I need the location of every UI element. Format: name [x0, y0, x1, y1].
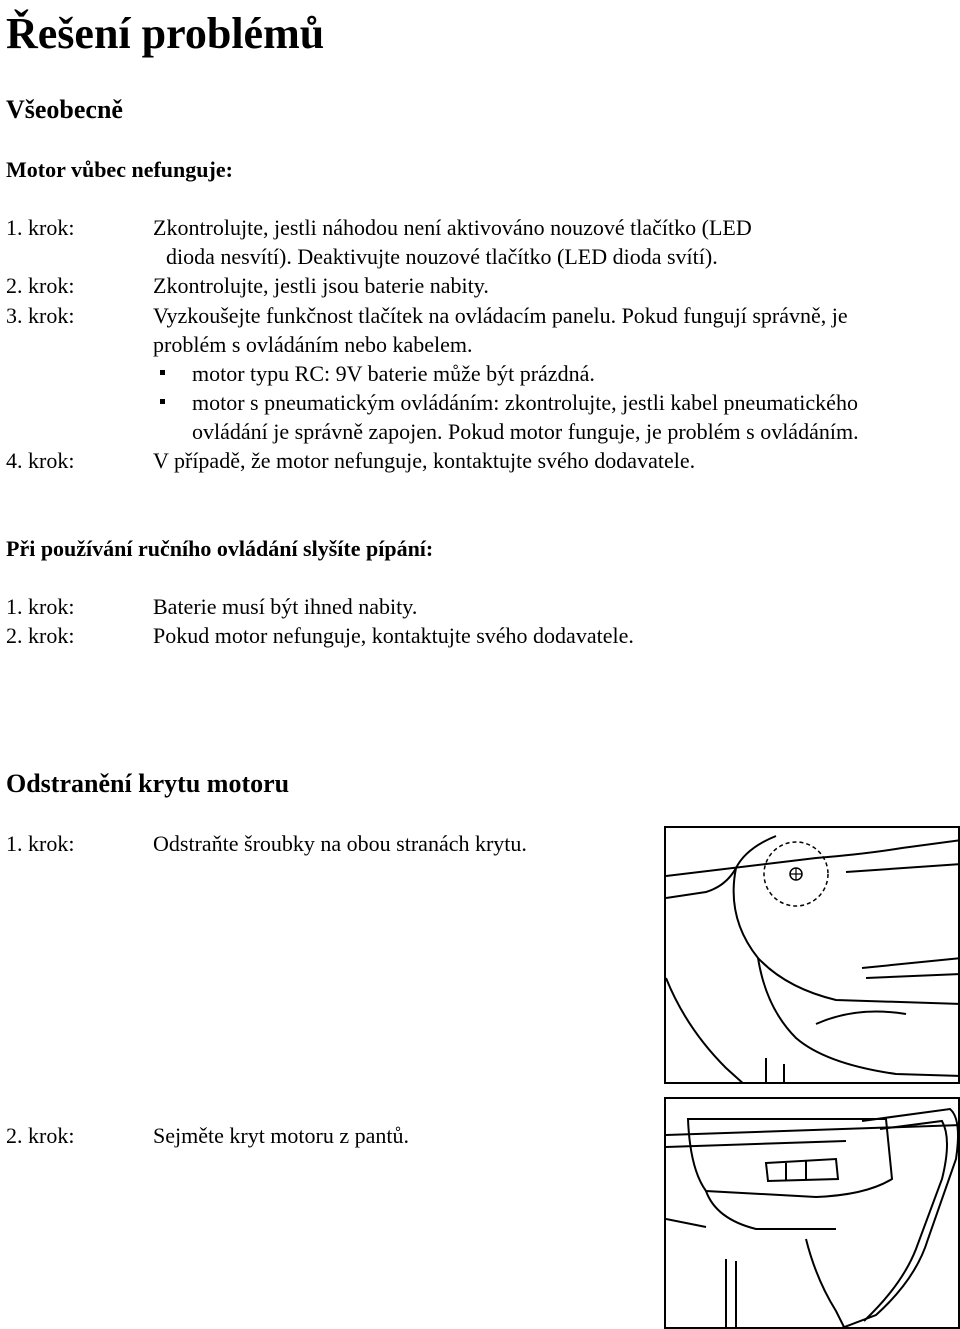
- subheading-motor-not-working: Motor vůbec nefunguje:: [6, 157, 233, 182]
- step-label: 2. krok:: [6, 273, 75, 298]
- step-label: 2. krok:: [6, 1123, 75, 1148]
- section-heading-cover-removal: Odstranění krytu motoru: [6, 769, 290, 798]
- step-label: 4. krok:: [6, 448, 75, 473]
- bullet-marker: [160, 399, 165, 404]
- step-label: 1. krok:: [6, 831, 75, 856]
- bullet-text: motor typu RC: 9V baterie může být prázdná.: [192, 361, 595, 386]
- illustration-remove-screws: [664, 826, 960, 1084]
- page-title: Řešení problémů: [6, 9, 325, 58]
- step-text: Vyzkoušejte funkčnost tlačítek na ovládacím panelu. Pokud fungují správně, je: [153, 303, 848, 328]
- step-text: Zkontrolujte, jestli náhodou není aktivováno nouzové tlačítko (LED: [153, 215, 752, 240]
- bullet-text: motor s pneumatickým ovládáním: zkontrolujte, jestli kabel pneumatického: [192, 390, 858, 415]
- subheading-beeping: Při používání ručního ovládání slyšíte pípání:: [6, 536, 434, 561]
- step-text: problém s ovládáním nebo kabelem.: [153, 332, 473, 357]
- step-label: 2. krok:: [6, 623, 75, 648]
- step-text: Sejměte kryt motoru z pantů.: [153, 1123, 409, 1148]
- step-label: 1. krok:: [6, 215, 75, 240]
- step-text: Zkontrolujte, jestli jsou baterie nabity.: [153, 273, 489, 298]
- section-heading-general: Všeobecně: [6, 95, 123, 124]
- illustration-lift-cover: [664, 1097, 960, 1329]
- cover-hinge-drawing: [666, 1099, 960, 1329]
- bullet-text: ovládání je správně zapojen. Pokud motor funguje, je problém s ovládáním.: [192, 419, 859, 444]
- step-label: 1. krok:: [6, 594, 75, 619]
- bullet-marker: [160, 370, 165, 375]
- step-text: Baterie musí být ihned nabity.: [153, 594, 418, 619]
- step-text: Odstraňte šroubky na obou stranách krytu.: [153, 831, 527, 856]
- step-text: dioda nesvítí). Deaktivujte nouzové tlačítko (LED dioda svítí).: [166, 244, 718, 269]
- step-label: 3. krok:: [6, 303, 75, 328]
- cover-screws-drawing: [666, 828, 960, 1084]
- step-text: V případě, že motor nefunguje, kontaktujte svého dodavatele.: [153, 448, 696, 473]
- step-text: Pokud motor nefunguje, kontaktujte svého dodavatele.: [153, 623, 634, 648]
